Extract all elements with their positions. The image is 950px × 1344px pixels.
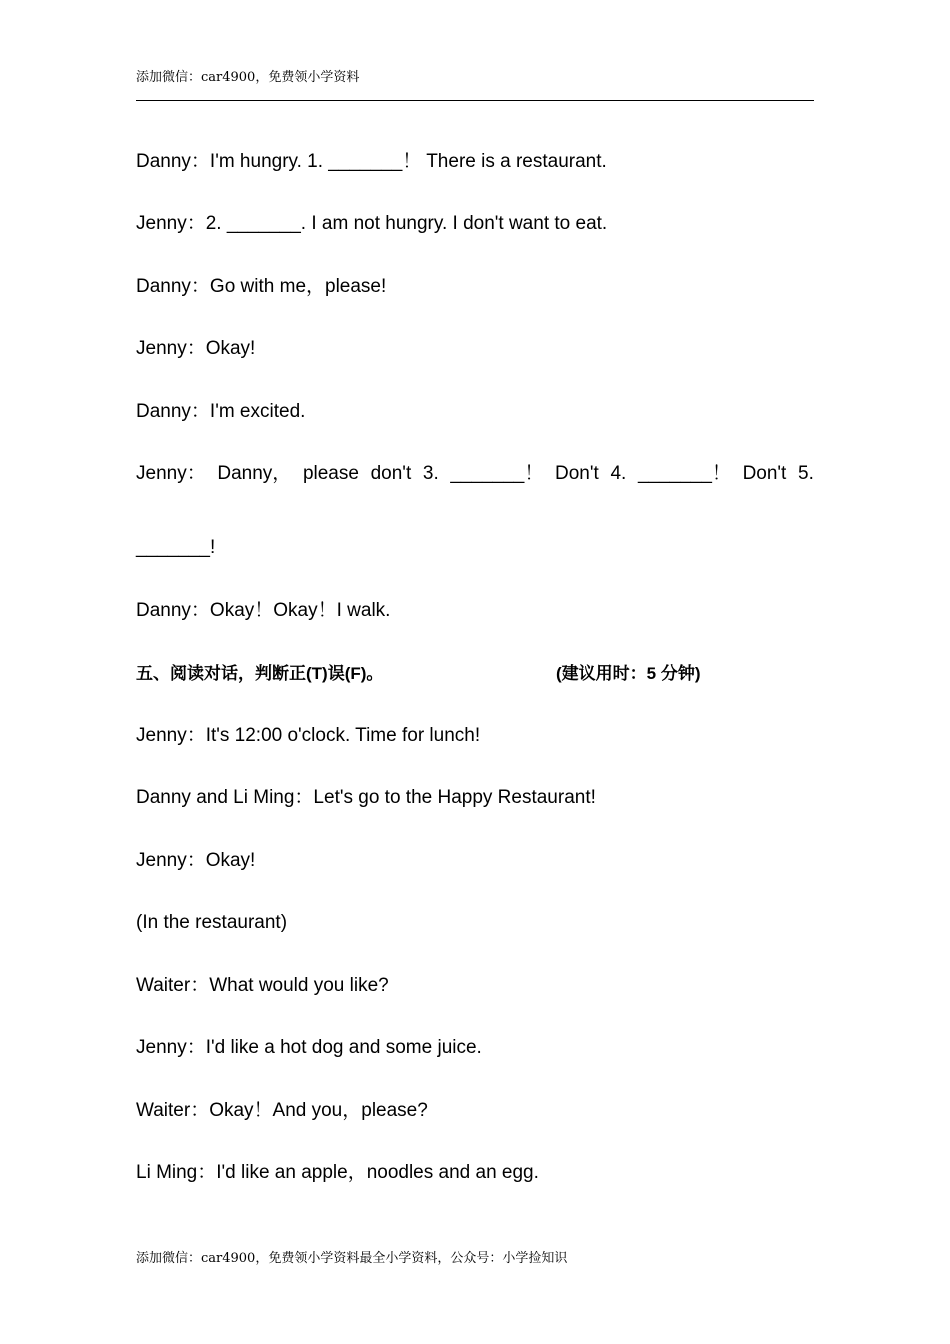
word: don't [370, 463, 412, 484]
blank-3: _______！ [450, 463, 544, 484]
word: 5. [798, 463, 814, 484]
dialogue-line: Danny：Okay！Okay！I walk. [136, 600, 391, 621]
dialogue-line: Waiter：Okay！And you，please? [136, 1100, 428, 1121]
section-heading [136, 662, 701, 686]
dialogue-line: Jenny：2. _______. I am not hungry. I don't want to eat. [136, 213, 608, 234]
dialogue-line: Jenny：I'd like a hot dog and some juice. [136, 1037, 482, 1058]
section-title: 五、阅读对话，判断正(T)误(F)。 [136, 664, 384, 683]
word: Jenny： [136, 463, 206, 484]
blank-5: _______! [136, 537, 216, 558]
dialogue-line: Danny and Li Ming：Let's go to the Happy Restaurant! [136, 787, 596, 808]
dialogue-line: Jenny：Okay! [136, 338, 256, 359]
dialogue-line: Waiter：What would you like? [136, 975, 389, 996]
dialogue-line: Li Ming：I'd like an apple，noodles and an egg. [136, 1162, 539, 1183]
stage-direction: (In the restaurant) [136, 912, 288, 933]
dialogue-line: Jenny：It's 12:00 o'clock. Time for lunch! [136, 725, 481, 746]
word: Don't [742, 463, 787, 484]
dialogue-line: Danny：Go with me，please! [136, 276, 387, 297]
header-divider [136, 100, 814, 101]
justified-dialogue-line [136, 462, 814, 486]
word: Don't [555, 463, 599, 484]
dialogue-line: Danny：I'm excited. [136, 401, 306, 422]
word: Danny， [217, 463, 292, 484]
page-footer: 添加微信：car4900，免费领小学资料最全小学资料，公众号：小学捡知识 [136, 1251, 568, 1266]
word: please [302, 463, 359, 484]
word: 4. [610, 463, 627, 484]
word: 3. [422, 463, 439, 484]
blank-4: _______！ [637, 463, 731, 484]
dialogue-line: Danny：I'm hungry. 1. _______！ There is a restaurant. [136, 151, 607, 172]
time-hint: (建议用时：5 分钟) [556, 664, 701, 683]
dialogue-line: Jenny：Okay! [136, 850, 256, 871]
page-header: 添加微信：car4900，免费领小学资料 [136, 70, 360, 85]
